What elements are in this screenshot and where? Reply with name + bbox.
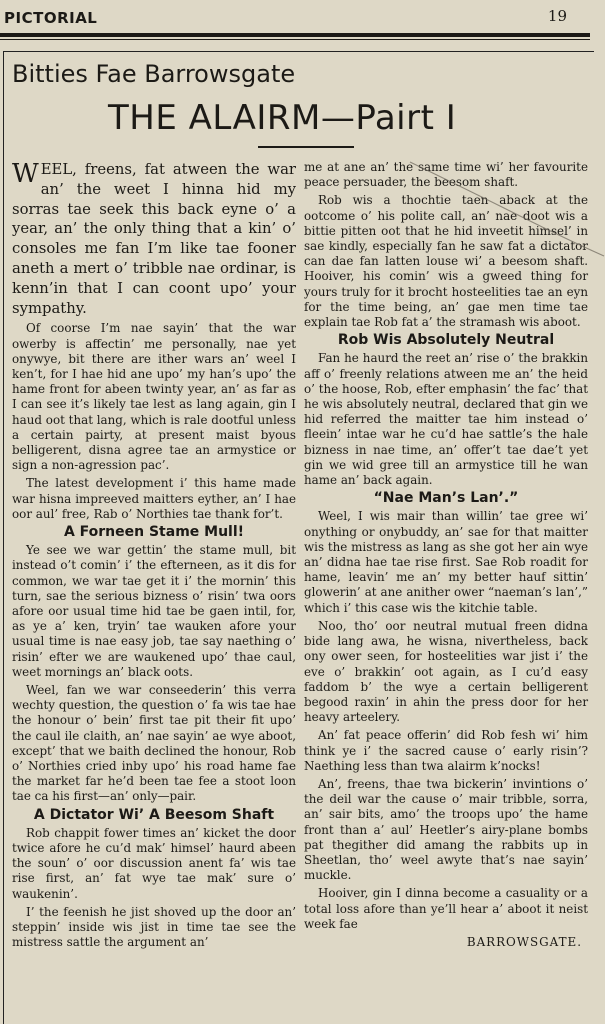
paper-fold-crease [408, 160, 605, 260]
paragraph: Hooiver, gin I dinna become a casuality or a total loss afore than ye’ll hear a’ aboot it neist week fae [304, 886, 588, 931]
header-rule-thick [0, 33, 590, 37]
page-number: 19 [547, 7, 567, 25]
paragraph: I’ the feenish he jist shoved up the door an’ steppin’ inside wis jist in time tae see the mistress sattle the argument an’ [12, 904, 296, 950]
drop-cap: W [12, 159, 39, 189]
title-underline [258, 146, 354, 148]
paragraph: Rob wis a thochtie taen aback at the ootcome o’ his polite call, an’ nae doot wis a bittie pitten oot that he hid inveetit himsel’ in sae kindly, especially fan he saw fat a dictator can dae fan latten louse wi’ a beesom shaft. Hooiver, his comin’ wis a gweed thing for yours truly for it brocht hosteelities tae an eyn for the time being, an’ gae men time tae explain tae Rob fat a’ the stramash wis aboot. [304, 193, 588, 330]
subheading: Rob Wis Absolutely Neutral [337, 332, 555, 349]
header-rule-thin [0, 39, 590, 40]
signature: BARROWSGATE. [466, 934, 582, 949]
series-title: Bitties Fae Barrowsgate [12, 60, 296, 88]
left-column [12, 160, 296, 954]
subheading: A Dictator Wi’ A Beesom Shaft [33, 806, 275, 823]
paragraph: The latest development i’ this hame made war hisna impreeved maitters eyther, an’ I hae oor aul’ free, Rab o’ Northies tae thank for’t. [12, 476, 296, 521]
right-column [304, 160, 588, 953]
paragraph: Of coorse I’m nae sayin’ that the war owerby is affectin’ me personally, nae yet onywye, bit there are ither wars an’ weel I ken’t, for I hae hid ane upo’ my han’s upo’ the hame front for abeen twinty year, an’ as far as I can see it’s likely tae lest as lang again, gin I haud oot that lang, which is rale dootful unless a certain pairty, at present maist byous belligerent, disna agree tae an armystice or sign a non-agression pac’. [12, 321, 296, 473]
paragraph: An’, freens, thae twa bickerin’ invintions o’ the deil war the cause o’ mair tribble, sorra, an’ sair bits, amo’ the troops upo’ the hame front than a’ aul’ Heetler’s airy-plane bombs pat thegither did amang the rabbits up in Sheetlan, tho’ weel awyte that’s nae sayin’ muckle. [304, 776, 588, 883]
paragraph: Fan he haurd the reet an’ rise o’ the brakkin aff o’ freenly relations atween me an’ the heid o’ the hoose, Rob, efter emphasin’ the fac’ that he wis absolutely neutral, declared that gin we hid referred the maitter tae him instead o’ fleein’ intae war he cu’d hae sattle’s the hale bizness in nae time, an’ offer’t tae dae’t yet gin we wid gree till an armystice till he wan hame an’ back again. [304, 351, 588, 488]
paragraph: Weel, fan we war conseederin’ this verra wechty question, the question o’ fa wis tae hae the honour o’ bein’ first tae pit their fit upo’ the caul ile claith, an’ nae sayin’ ae wye aboot, except’ that we baith declined the honour, Rob o’ Northies cried inby upo’ his road hame fae the market far he’d been tae fee a stoot loon tae ca his first—an’ only—pair. [12, 683, 296, 804]
paragraph: Noo, tho’ oor neutral mutual freen didna bide lang awa, he wisna, nivertheless, back ony ower seen, for hosteelities war jist i’ the eve o’ brakkin’ oot again, as I cu’d easy faddom b’ the wye a certain belligerent begood raxin’ in ahin the press door for her heavy arteelery. [304, 618, 588, 725]
paragraph: An’ fat peace offerin’ did Rob fesh wi’ him think ye i’ the sacred cause o’ early risin’? Naething less than twa alairm k’nocks! [304, 728, 588, 773]
paragraph: Rob chappit fower times an’ kicket the door twice afore he cu’d mak’ himsel’ haurd abeen the soun’ o’ oor discussion anent fa’ wis tae rise first, an’ fat wye tae mak’ sure o’ waukenin’. [12, 825, 296, 901]
subheading: A Forneen Stame Mull! [63, 524, 245, 541]
subheading: “Nae Man’s Lan’.” [373, 490, 519, 507]
section-name: PICTORIAL [4, 9, 98, 27]
paragraph: me at ane an’ the same time wi’ her favourite peace persuader, the beesom shaft. [304, 160, 588, 190]
paragraph: Ye see we war gettin’ the stame mull, bit instead o’t comin’ i’ the efterneen, as it dis for common, we war tae get it i’ the mornin’ this turn, sae the serious bizness o’ risin’ twa oors afore oor usual time hid tae be gaen intil, for, as ye a’ ken, tryin’ tae wauken afore your usual time is nae easy job, tae say naething o’ risin’ efter we are waukened upo’ thae caul, weet mornings an’ black oots. [12, 543, 296, 679]
opening-paragraph: WEEL, freens, fat atween the war an’ the weet I hinna hid my sorras tae seek this back eyne o’ a year, an’ the only thing that a kin’ o’ consoles me fan I’m like tae fooner aneth a mert o’ tribble nae ordinar, is kenn’in that I can coont upo’ your sympathy. [12, 159, 296, 317]
paragraph: Weel, I wis mair than willin’ tae gree wi’ onything or onybuddy, an’ sae for that maitter wis the mistress as lang as she got her ain wye an’ didna hae tae rise first. Sae Rob roadit for hame, leavin’ me an’ my better hauf sittin’ glowerin’ at ane anither ower “naeman’s lan’,” which i’ this case wis the kitchie table. [304, 509, 588, 615]
article-title: THE ALAIRM—Pairt I [108, 98, 457, 138]
